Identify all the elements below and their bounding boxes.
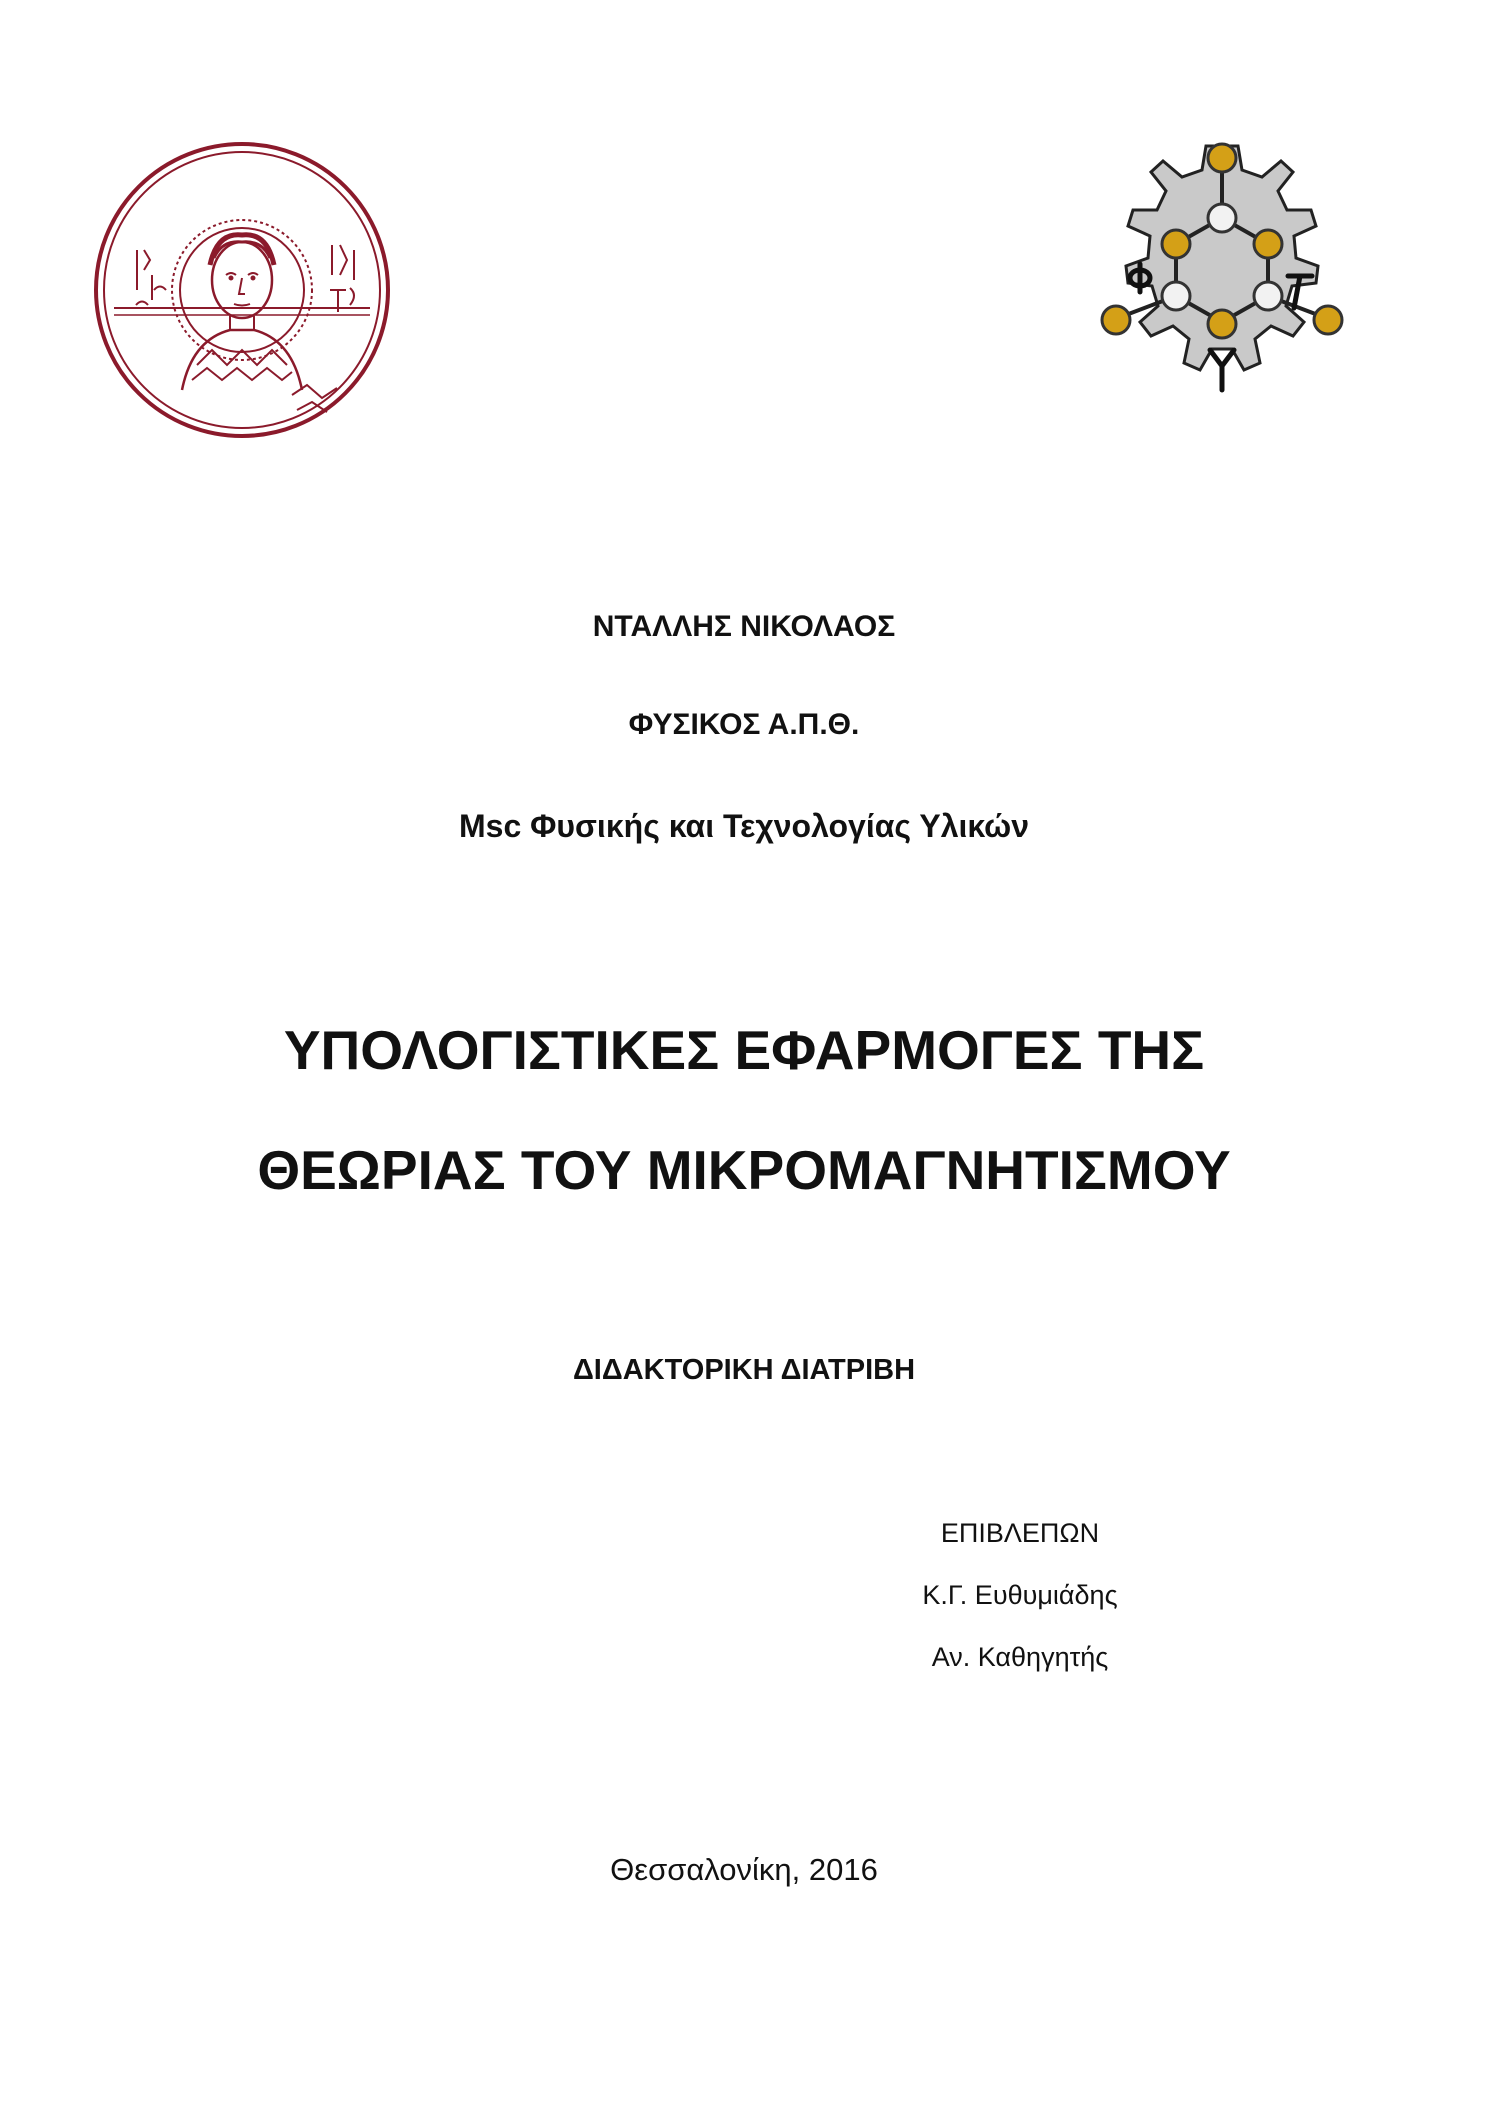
- author-name: ΝΤΑΛΛΗΣ ΝΙΚΟΛΑΟΣ: [592, 610, 896, 643]
- thesis-type: ΔΙΔΑΚΤΟΡΙΚΗ ΔΙΑΤΡΙΒΗ: [572, 1354, 916, 1386]
- place-date: Θεσσαλονίκη, 2016: [610, 1852, 878, 1887]
- thesis-title-line-1: ΥΠΟΛΟΓΙΣΤΙΚΕΣ ΕΦΑΡΜΟΓΕΣ ΤΗΣ: [283, 1019, 1205, 1081]
- author-msc: Msc Φυσικής και Τεχνολογίας Υλικών: [459, 808, 1029, 844]
- university-seal-icon: [92, 140, 392, 440]
- physics-gear-logo-icon: [1078, 128, 1366, 416]
- supervisor-name: Κ.Γ. Ευθυμιάδης: [922, 1580, 1118, 1610]
- supervisor-label: ΕΠΙΒΛΕΠΩΝ: [940, 1518, 1100, 1548]
- supervisor-rank: Αν. Καθηγητής: [931, 1642, 1109, 1672]
- thesis-title-line-2: ΘΕΩΡΙΑΣ ΤΟΥ ΜΙΚΡΟΜΑΓΝΗΤΙΣΜΟΥ: [257, 1139, 1231, 1201]
- author-degree: ΦΥΣΙΚΟΣ Α.Π.Θ.: [628, 708, 860, 741]
